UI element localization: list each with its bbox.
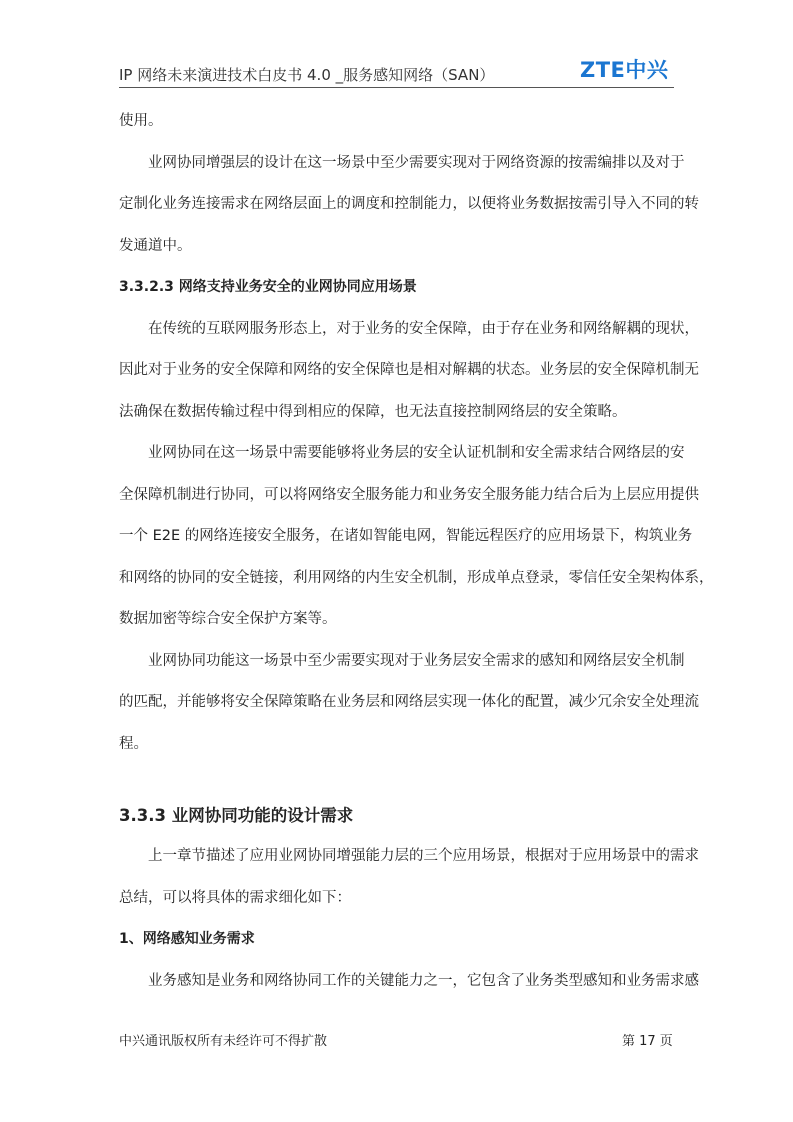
paragraph	[119, 309, 699, 434]
header-title: IP 网络未来演进技术白皮书 4.0 _服务感知网络（SAN）	[119, 66, 495, 84]
text-line: 因此对于业务的安全保障和网络的安全保障也是相对解耦的状态。业务层的安全保障机制无	[119, 362, 699, 378]
text-line: 业务感知是业务和网络协同工作的关键能力之一，它包含了业务类型感知和业务需求感	[148, 972, 699, 989]
text-line: 发通道中。	[119, 237, 192, 254]
footer-page-number: 第 17 页	[622, 1034, 673, 1049]
header-divider	[119, 87, 674, 88]
paragraph	[119, 433, 714, 641]
text-line: 和网络的协同的安全链接，利用网络的内生安全机制，形成单点登录，零信任安全架构体系，	[119, 569, 714, 586]
text-line: 业网协同增强层的设计在这一场景中至少需要实现对于网络资源的按需编排以及对于	[148, 154, 685, 171]
subheading-network-aware-business: 1、网络感知业务需求	[119, 931, 255, 947]
paragraph	[119, 143, 699, 268]
section-heading-3-3-2-3: 3.3.2.3 网络支持业务安全的业网协同应用场景	[119, 279, 417, 295]
text-line: 定制化业务连接需求在网络层面上的调度和控制能力，以便将业务数据按需引导入不同的转	[119, 196, 699, 212]
paragraph	[119, 836, 699, 919]
text-line: 程。	[119, 735, 148, 752]
text-line: 使用。	[119, 113, 163, 129]
text-line: 法确保在数据传输过程中得到相应的保障，也无法直接控制网络层的安全策略。	[119, 403, 627, 420]
text-line: 业网协同在这一场景中需要能够将业务层的安全认证机制和安全需求结合网络层的安	[148, 445, 685, 461]
footer-copyright: 中兴通讯版权所有未经许可不得扩散	[119, 1034, 328, 1049]
body-content	[119, 101, 714, 1002]
text-line: 业网协同功能这一场景中至少需要实现对于业务层安全需求的感知和网络层安全机制	[148, 652, 685, 669]
text-line: 的匹配，并能够将安全保障策略在业务层和网络层实现一体化的配置，减少冗余安全处理流	[119, 694, 699, 710]
text-line: 一个 E2E 的网络连接安全服务，在诸如智能电网，智能远程医疗的应用场景下，构筑业务	[119, 528, 693, 544]
paragraph	[119, 961, 699, 1003]
text-line: 在传统的互联网服务形态上，对于业务的安全保障，由于存在业务和网络解耦的现状，	[148, 320, 699, 337]
section-heading-3-3-3: 3.3.3 业网协同功能的设计需求	[119, 806, 354, 825]
text-line: 全保障机制进行协同，可以将网络安全服务能力和业务安全服务能力结合后为上层应用提供	[119, 486, 699, 503]
text-line: 总结，可以将具体的需求细化如下：	[119, 889, 351, 906]
paragraph	[119, 101, 674, 143]
paragraph	[119, 641, 699, 766]
zte-logo: ZTE中兴	[580, 58, 669, 82]
section-spacer	[119, 765, 674, 795]
text-line: 上一章节描述了应用业网协同增强能力层的三个应用场景，根据对于应用场景中的需求	[148, 848, 699, 864]
text-line: 数据加密等综合安全保护方案等。	[119, 611, 337, 627]
